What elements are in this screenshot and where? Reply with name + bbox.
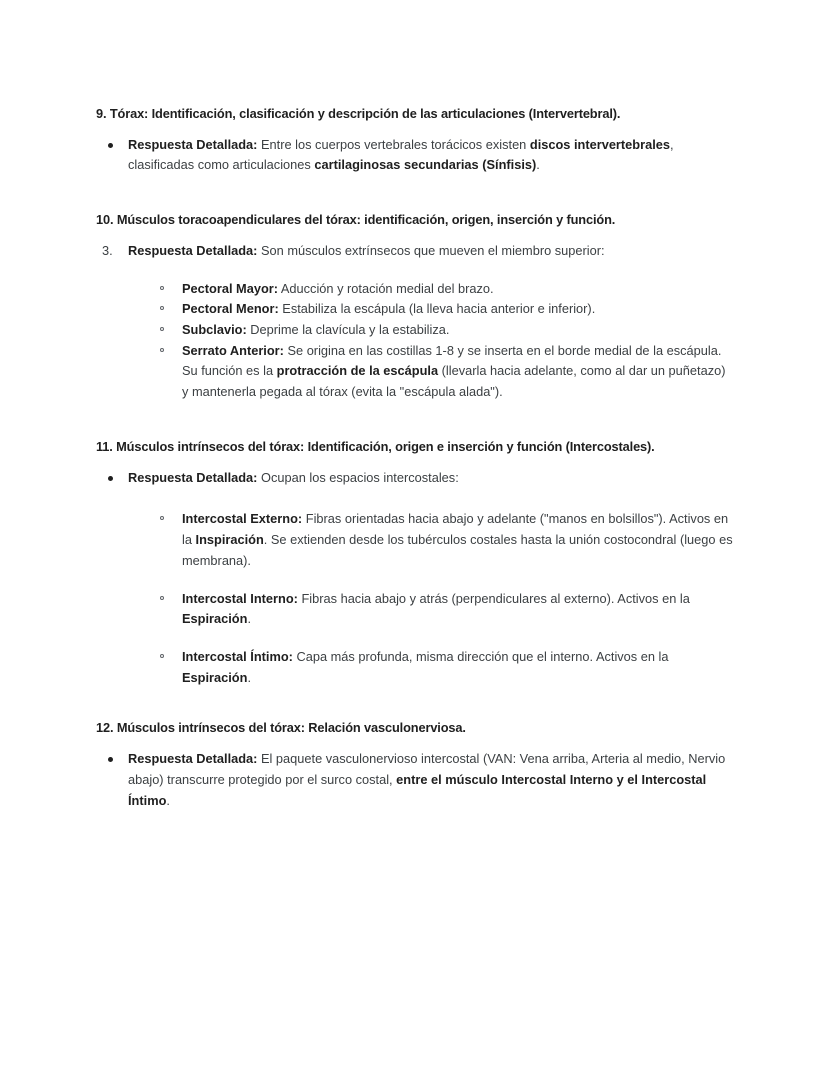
section-12-bullet-list bbox=[96, 749, 735, 811]
section-9-heading: 9. Tórax: Identificación, clasificación y descripción de las articulaciones (Intervertebral). bbox=[96, 106, 621, 121]
section-10-numbered-list bbox=[96, 241, 735, 403]
section-11 bbox=[96, 437, 735, 688]
section-spacer bbox=[96, 688, 735, 718]
sub-item-text: Deprime la clavícula y la estabiliza. bbox=[250, 322, 450, 338]
bullet-label: Respuesta Detallada: bbox=[128, 751, 258, 767]
sub-item-label: Serrato Anterior: bbox=[182, 342, 284, 358]
section-11-sub-wrap bbox=[155, 509, 735, 688]
bullet-text: Ocupan los espacios intercostales: bbox=[261, 469, 459, 485]
list-item bbox=[155, 341, 735, 403]
list-item bbox=[155, 589, 735, 630]
sub-item-text: Fibras orientadas hacia abajo y adelante ("manos en bolsillos"). Activos en la Inspiración. Se extienden desde los tubérculos costales hasta la unión costocondral (luego es membrana). bbox=[182, 511, 733, 568]
sub-item-text: Estabiliza la escápula (la lleva hacia anterior e inferior). bbox=[282, 301, 596, 317]
section-10-sub-list bbox=[155, 279, 735, 403]
section-11-heading: 11. Músculos intrínsecos del tórax: Identificación, origen e inserción y función (Intercostales). bbox=[96, 438, 655, 454]
section-12 bbox=[96, 718, 735, 811]
sub-item-label: Subclavio: bbox=[182, 322, 247, 338]
section-10-heading: 10. Músculos toracoapendiculares del tórax: identificación, origen, inserción y función. bbox=[96, 212, 616, 228]
bullet-label: Respuesta Detallada: bbox=[128, 469, 258, 485]
bullet-label: Respuesta Detallada: bbox=[128, 242, 258, 258]
section-spacer bbox=[96, 403, 735, 437]
sub-item-text: Capa más profunda, misma dirección que el interno. Activos en la Espiración. bbox=[182, 648, 669, 685]
sub-item-text: Fibras hacia abajo y atrás (perpendiculares al externo). Activos en la Espiración. bbox=[182, 590, 690, 627]
list-item bbox=[96, 749, 735, 811]
list-item bbox=[155, 647, 735, 688]
bullet-text: El paquete vasculonervioso intercostal (VAN: Vena arriba, Arteria al medio, Nervio abajo) transcurre protegido por el surco costal, entre el músculo Intercostal Interno y el Intercostal Íntimo. bbox=[128, 751, 726, 808]
sub-item-label: Intercostal Externo: bbox=[182, 511, 303, 527]
list-item bbox=[155, 509, 735, 571]
sub-item-label: Intercostal Íntimo: bbox=[182, 648, 293, 664]
sub-item-label: Pectoral Mayor: bbox=[182, 280, 279, 296]
bullet-text: Entre los cuerpos vertebrales torácicos existen discos intervertebrales, clasificadas como articulaciones cartilaginosas secundarias (Sínfisis). bbox=[128, 136, 674, 173]
bullet-text: Son músculos extrínsecos que mueven el miembro superior: bbox=[261, 242, 605, 258]
list-item bbox=[96, 468, 735, 689]
sub-item-label: Intercostal Interno: bbox=[182, 590, 298, 606]
section-12-heading: 12. Músculos intrínsecos del tórax: Relación vasculonerviosa. bbox=[96, 720, 466, 736]
section-9 bbox=[96, 104, 735, 176]
sub-item-text: Aducción y rotación medial del brazo. bbox=[280, 280, 494, 296]
list-item bbox=[155, 279, 735, 300]
sub-item-text: Se origina en las costillas 1-8 y se inserta en el borde medial de la escápula. Su función es la protracción de la escápula (llevarla hacia adelante, como al dar un puñetazo) y mantenerla pegada al tórax (evita la "escápula alada"). bbox=[182, 342, 726, 400]
sub-item-label: Pectoral Menor: bbox=[182, 301, 279, 317]
list-number-marker: 3. bbox=[102, 242, 113, 258]
list-item bbox=[155, 320, 735, 341]
list-item bbox=[96, 135, 735, 176]
section-11-bullet-list bbox=[96, 468, 735, 689]
list-item bbox=[155, 299, 735, 320]
section-spacer bbox=[96, 176, 735, 210]
document-body bbox=[96, 104, 735, 811]
section-9-bullet-list bbox=[96, 135, 735, 176]
section-11-sub-list bbox=[155, 509, 735, 688]
list-item bbox=[96, 241, 735, 403]
section-10 bbox=[96, 210, 735, 403]
bullet-label: Respuesta Detallada: bbox=[128, 136, 258, 152]
section-10-sub-wrap bbox=[155, 279, 735, 403]
